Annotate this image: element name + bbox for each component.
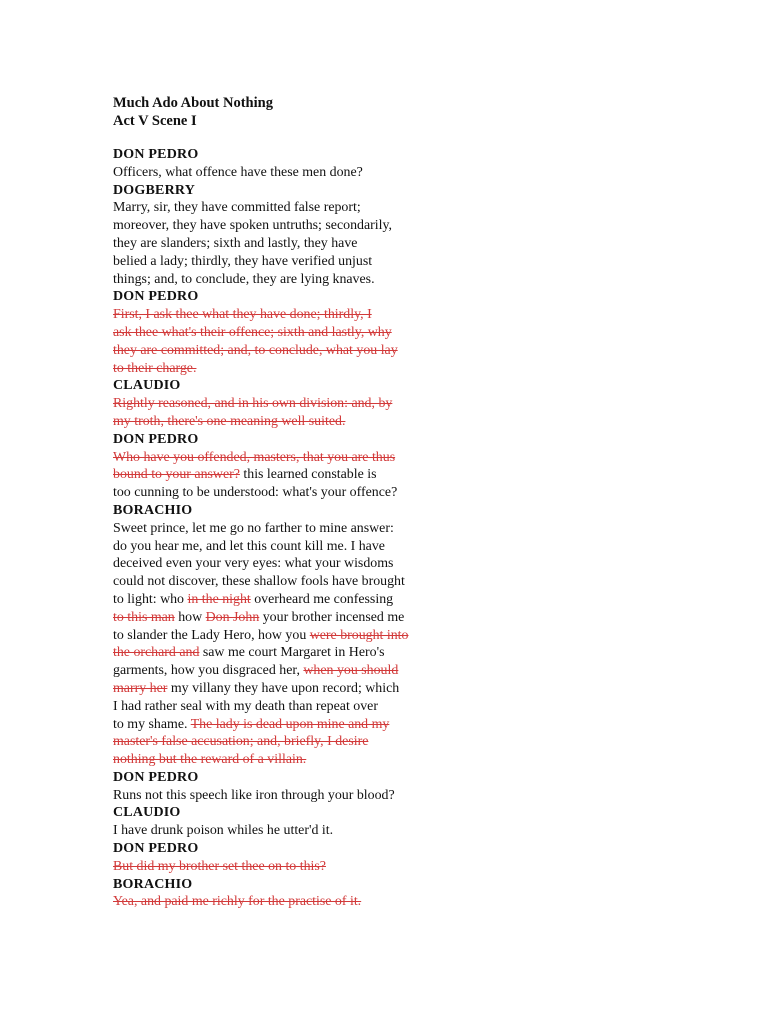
dialogue-line bbox=[113, 733, 443, 751]
dialogue-line bbox=[113, 787, 443, 805]
dialogue-text: this learned constable is bbox=[239, 467, 377, 483]
dialogue-text: I had rather seal with my death than repeat over bbox=[113, 698, 378, 714]
dialogue-line bbox=[113, 164, 443, 182]
dialogue-line bbox=[113, 199, 443, 217]
struck-text: Don John bbox=[205, 609, 260, 625]
play-title: Much Ado About Nothing bbox=[113, 95, 273, 111]
struck-text: to their charge. bbox=[113, 360, 197, 376]
dialogue-line bbox=[113, 484, 443, 502]
dialogue-text: could not discover, these shallow fools have brought bbox=[113, 574, 405, 590]
dialogue-text: moreover, they have spoken untruths; secondarily, bbox=[113, 218, 392, 234]
dialogue-line bbox=[113, 644, 443, 662]
dialogue-text: do you hear me, and let this count kill me. I have bbox=[113, 538, 385, 554]
dialogue-line bbox=[113, 413, 443, 431]
struck-text: Yea, and paid me richly for the practise of it. bbox=[113, 894, 362, 910]
dialogue-line bbox=[113, 751, 443, 769]
speaker-name: BORACHIO bbox=[113, 876, 193, 892]
struck-text: my troth, there's one meaning well suited. bbox=[113, 413, 346, 429]
speech-block bbox=[113, 804, 443, 840]
dialogue-line bbox=[113, 395, 443, 413]
dialogue-line bbox=[113, 716, 443, 734]
speaker-name: DON PEDRO bbox=[113, 431, 199, 447]
script-page bbox=[113, 94, 443, 911]
struck-text: in the night bbox=[187, 591, 251, 607]
dialogue-text: my villany they have upon record; which bbox=[167, 680, 400, 696]
speaker-name: BORACHIO bbox=[113, 502, 193, 518]
dialogue-line bbox=[113, 591, 443, 609]
speech-block bbox=[113, 182, 443, 289]
dialogue-text: deceived even your very eyes: what your wisdoms bbox=[113, 556, 394, 572]
dialogue-text: Marry, sir, they have committed false report; bbox=[113, 200, 361, 216]
heading-spacer bbox=[113, 130, 443, 146]
dialogue-line bbox=[113, 466, 443, 484]
dialogue-line bbox=[113, 555, 443, 573]
struck-text: they are committed; and, to conclude, what you lay bbox=[113, 342, 398, 358]
dialogue-line bbox=[113, 609, 443, 627]
struck-text: Rightly reasoned, and in his own division: and, by bbox=[113, 396, 393, 412]
struck-text: marry her bbox=[113, 680, 168, 696]
speech-block bbox=[113, 876, 443, 912]
dialogue-line bbox=[113, 306, 443, 324]
speaker-name: CLAUDIO bbox=[113, 378, 181, 394]
dialogue-line bbox=[113, 449, 443, 467]
struck-text: the orchard and bbox=[113, 645, 200, 661]
dialogue-text: Runs not this speech like iron through your blood? bbox=[113, 787, 395, 803]
dialogue-text: they are slanders; sixth and lastly, they have bbox=[113, 235, 358, 251]
struck-text: But did my brother set thee on to this? bbox=[113, 858, 326, 874]
struck-text: were brought into bbox=[309, 627, 409, 643]
dialogue-text: belied a lady; thirdly, they have verified unjust bbox=[113, 253, 373, 269]
dialogue-line bbox=[113, 822, 443, 840]
dialogue-line bbox=[113, 893, 443, 911]
dialogue-line bbox=[113, 324, 443, 342]
speech-list bbox=[113, 146, 443, 911]
speaker-name: DON PEDRO bbox=[113, 769, 199, 785]
speech-block bbox=[113, 288, 443, 377]
struck-text: when you should bbox=[303, 663, 399, 679]
dialogue-text: your brother incensed me bbox=[259, 609, 405, 625]
speech-block bbox=[113, 377, 443, 430]
struck-text: nothing but the reward of a villain. bbox=[113, 752, 307, 768]
struck-text: ask thee what's their offence; sixth and lastly, why bbox=[113, 324, 392, 340]
dialogue-text: garments, how you disgraced her, bbox=[113, 663, 304, 679]
speech-block bbox=[113, 146, 443, 182]
dialogue-line bbox=[113, 235, 443, 253]
dialogue-text: how bbox=[174, 609, 206, 625]
dialogue-text: to light: who bbox=[113, 591, 188, 607]
dialogue-line bbox=[113, 858, 443, 876]
dialogue-line bbox=[113, 573, 443, 591]
speech-block bbox=[113, 502, 443, 769]
dialogue-line bbox=[113, 520, 443, 538]
dialogue-line bbox=[113, 360, 443, 378]
struck-text: master's false accusation; and, briefly, I desire bbox=[113, 734, 369, 750]
dialogue-text: things; and, to conclude, they are lying knaves. bbox=[113, 271, 375, 287]
dialogue-text: too cunning to be understood: what's your offence? bbox=[113, 485, 398, 501]
speech-block bbox=[113, 840, 443, 876]
speaker-name: DON PEDRO bbox=[113, 289, 199, 305]
dialogue-text: I have drunk poison whiles he utter'd it. bbox=[113, 823, 334, 839]
struck-text: First, I ask thee what they have done; thirdly, I bbox=[113, 307, 372, 323]
dialogue-text: to my shame. bbox=[113, 716, 191, 732]
dialogue-line bbox=[113, 538, 443, 556]
speaker-name: DON PEDRO bbox=[113, 841, 199, 857]
dialogue-line bbox=[113, 342, 443, 360]
dialogue-line bbox=[113, 698, 443, 716]
speech-block bbox=[113, 431, 443, 502]
dialogue-line bbox=[113, 680, 443, 698]
dialogue-text: Officers, what offence have these men done? bbox=[113, 164, 363, 180]
dialogue-text: saw me court Margaret in Hero's bbox=[199, 645, 385, 661]
dialogue-text: Sweet prince, let me go no farther to mine answer: bbox=[113, 520, 394, 536]
speaker-name: DON PEDRO bbox=[113, 147, 199, 162]
dialogue-line bbox=[113, 271, 443, 289]
struck-text: The lady is dead upon mine and my bbox=[190, 716, 390, 732]
dialogue-line bbox=[113, 662, 443, 680]
struck-text: to this man bbox=[113, 609, 175, 625]
struck-text: Who have you offended, masters, that you are thus bbox=[113, 449, 396, 465]
dialogue-line bbox=[113, 627, 443, 645]
speaker-name: CLAUDIO bbox=[113, 805, 181, 821]
dialogue-line bbox=[113, 253, 443, 271]
dialogue-line bbox=[113, 217, 443, 235]
struck-text: bound to your answer? bbox=[113, 467, 240, 483]
speaker-name: DOGBERRY bbox=[113, 182, 196, 198]
speech-block bbox=[113, 769, 443, 805]
scene-heading: Act V Scene I bbox=[113, 113, 197, 129]
dialogue-text: to slander the Lady Hero, how you bbox=[113, 627, 310, 643]
dialogue-text: overheard me confessing bbox=[250, 591, 394, 607]
